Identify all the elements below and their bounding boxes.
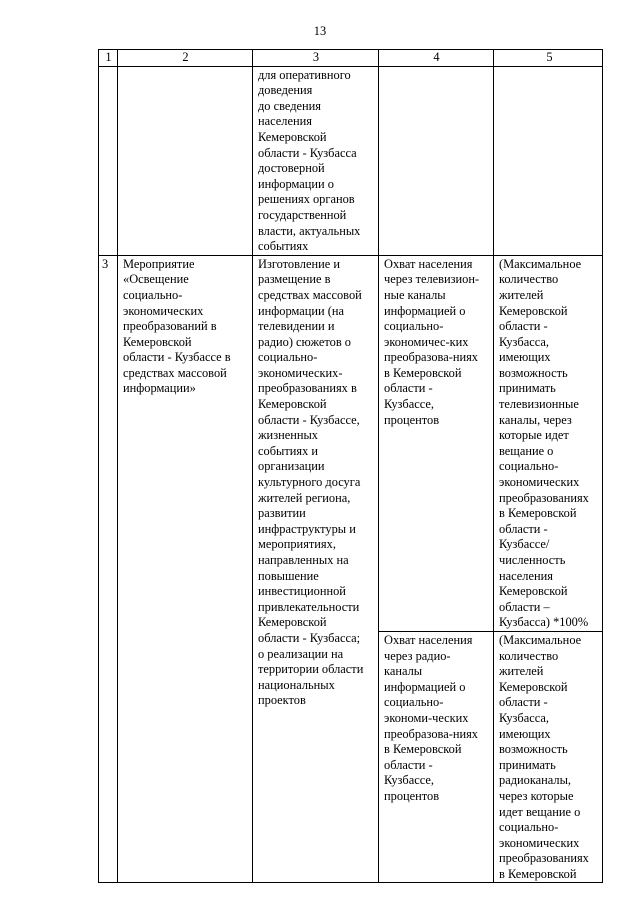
text-line: Мероприятие xyxy=(123,256,195,271)
continuation-row xyxy=(99,66,603,255)
text-line: социально- xyxy=(499,820,559,835)
text-line: социально- xyxy=(384,695,444,710)
text-line: экономичес-ких xyxy=(384,334,469,349)
text-line: Кемеровской xyxy=(499,303,568,318)
header-col-3: 3 xyxy=(253,50,379,67)
text-line: области - Кузбассе в xyxy=(123,350,231,365)
text-line: социально- xyxy=(258,350,318,365)
text-line: достоверной xyxy=(258,161,325,176)
row-3-radio-indicator xyxy=(379,631,494,883)
text-line: в Кемеровской xyxy=(384,742,462,757)
text-line: каналы, через xyxy=(499,412,572,427)
text-line: области - xyxy=(384,757,433,772)
text-line: в Кемеровской xyxy=(499,866,577,881)
text-line: экономических xyxy=(499,835,580,850)
text-line: области - Кузбасса; xyxy=(258,630,361,645)
text-line: доведения xyxy=(258,83,313,98)
row-3-tv-formula-text xyxy=(499,257,600,631)
text-line: преобразованиях xyxy=(499,851,589,866)
text-line: направленных на xyxy=(258,553,349,567)
text-line: преобразова-ниях xyxy=(384,726,479,741)
text-line: информации о xyxy=(258,176,334,191)
text-line: решениях органов xyxy=(258,192,355,207)
cont-col-3 xyxy=(253,66,379,255)
text-line: Кузбассе, xyxy=(384,397,434,412)
text-line: населения xyxy=(499,568,553,583)
text-line: жителей региона, xyxy=(258,490,351,505)
text-line: жителей xyxy=(499,664,544,679)
text-line: возможность xyxy=(499,365,568,380)
text-line: мероприятиях, xyxy=(258,537,336,552)
cont-col-3-text xyxy=(258,68,374,255)
text-line: телевидении и xyxy=(258,319,335,334)
text-line: проектов xyxy=(258,693,306,708)
text-line: информации (на xyxy=(258,303,344,318)
text-line: развитии xyxy=(258,506,306,521)
text-line: Кемеровской xyxy=(258,615,327,630)
text-line: Кемеровской xyxy=(258,397,327,412)
text-line: радио) сюжетов о xyxy=(258,334,351,349)
text-line: Кузбасса, xyxy=(499,710,549,725)
text-line: количество xyxy=(499,648,559,663)
text-line: имеющих xyxy=(499,350,551,365)
text-line: событиях и xyxy=(258,443,318,458)
text-line: культурного досуга xyxy=(258,475,361,490)
text-line: Охват населения xyxy=(384,256,473,271)
text-line: через которые xyxy=(499,788,574,803)
text-line: идет вещание о xyxy=(499,804,581,819)
text-line: социально- xyxy=(384,319,444,334)
text-line: процентов xyxy=(384,788,440,803)
text-line: Кемеровской xyxy=(499,679,568,694)
text-line: Кемеровской xyxy=(123,334,192,349)
text-line: жителей xyxy=(499,287,544,302)
text-line: области – xyxy=(499,599,550,614)
text-line: привлекательности xyxy=(258,599,360,614)
text-line: размещение в xyxy=(258,272,331,287)
text-line: Кузбасса, xyxy=(499,334,549,349)
text-line: государственной xyxy=(258,207,347,222)
row-3-radio-indicator-text xyxy=(384,633,489,805)
text-line: имеющих xyxy=(499,726,551,741)
text-line: экономи-ческих xyxy=(384,710,469,725)
text-line: информацией о xyxy=(384,679,466,694)
header-col-2: 2 xyxy=(118,50,253,67)
text-line: ные каналы xyxy=(384,287,446,302)
text-line: количество xyxy=(499,272,559,287)
text-line: преобразова-ниях xyxy=(384,350,479,365)
text-line: инвестиционной xyxy=(258,584,346,599)
row-3-description xyxy=(253,255,379,883)
header-col-1: 1 xyxy=(99,50,118,67)
row-3-tv-indicator xyxy=(379,255,494,631)
text-line: средствах массовой xyxy=(258,287,362,302)
text-line: в Кемеровской xyxy=(384,365,462,380)
text-line: экономических xyxy=(123,303,204,318)
text-line: через радио- xyxy=(384,648,451,663)
text-line: до сведения xyxy=(258,98,321,113)
text-line: процентов xyxy=(384,412,440,427)
text-line: Кемеровской xyxy=(499,584,568,599)
row-3-radio-formula-text xyxy=(499,633,600,883)
text-line: телевизионные xyxy=(499,397,579,412)
row-3-tv-formula xyxy=(494,255,603,631)
text-line: территории области xyxy=(258,662,364,677)
text-line: (Максимальное xyxy=(499,256,582,271)
text-line: средствах массовой xyxy=(123,365,227,380)
header-col-4: 4 xyxy=(379,50,494,67)
text-line: (Максимальное xyxy=(499,632,582,647)
row-3-tv xyxy=(99,255,603,631)
text-line: экономических xyxy=(499,475,580,490)
row-3-event-title-text xyxy=(123,257,248,397)
measures-table xyxy=(98,49,603,883)
text-line: для оперативного xyxy=(258,67,351,82)
text-line: о реализации на xyxy=(258,646,344,661)
table-header-row xyxy=(99,50,603,67)
cont-col-1 xyxy=(99,66,118,255)
text-line: преобразований в xyxy=(123,319,217,334)
text-line: области - Кузбассе, xyxy=(258,412,360,427)
row-3-event-title xyxy=(118,255,253,883)
text-line: населения xyxy=(258,114,312,129)
text-line: в Кемеровской xyxy=(499,506,577,521)
text-line: через телевизион- xyxy=(384,272,480,287)
text-line: области - xyxy=(499,319,548,334)
row-3-radio-formula xyxy=(494,631,603,883)
text-line: повышение xyxy=(258,568,319,583)
cont-col-2 xyxy=(118,66,253,255)
text-line: области - Кузбасса xyxy=(258,145,357,160)
row-3-number: 3 xyxy=(99,255,118,883)
page-number: 13 xyxy=(313,24,327,38)
text-line: экономических- xyxy=(258,365,343,380)
text-line: преобразованиях в xyxy=(258,381,357,396)
text-line: преобразованиях xyxy=(499,490,589,505)
text-line: Кузбассе, xyxy=(384,773,434,788)
text-line: Кузбассе/ xyxy=(499,537,550,552)
text-line: «Освещение xyxy=(123,272,189,287)
text-line: Охват населения xyxy=(384,632,473,647)
header-col-5: 5 xyxy=(494,50,603,67)
text-line: области - xyxy=(499,521,548,536)
text-line: информацией о xyxy=(384,303,466,318)
text-line: социально- xyxy=(123,287,183,302)
text-line: вещание о xyxy=(499,443,554,458)
text-line: информации» xyxy=(123,381,196,396)
text-line: которые идет xyxy=(499,428,569,443)
text-line: власти, актуальных xyxy=(258,223,361,238)
row-3-tv-indicator-text xyxy=(384,257,489,429)
text-line: области - xyxy=(499,695,548,710)
text-line: Изготовление и xyxy=(258,256,340,271)
text-line: принимать xyxy=(499,381,556,396)
text-line: возможность xyxy=(499,742,568,757)
text-line: каналы xyxy=(384,664,423,679)
cont-col-5 xyxy=(494,66,603,255)
text-line: принимать xyxy=(499,757,556,772)
text-line: численность xyxy=(499,553,566,567)
text-line: Кузбасса) *100% xyxy=(499,615,589,630)
row-3-description-text xyxy=(258,257,374,709)
text-line: инфраструктуры и xyxy=(258,521,356,536)
text-line: социально- xyxy=(499,459,559,474)
text-line: радиоканалы, xyxy=(499,773,572,788)
text-line: жизненных xyxy=(258,428,318,443)
text-line: национальных xyxy=(258,677,335,692)
text-line: области - xyxy=(384,381,433,396)
text-line: событиях xyxy=(258,239,309,254)
cont-col-4 xyxy=(379,66,494,255)
text-line: Кемеровской xyxy=(258,129,327,144)
text-line: организации xyxy=(258,459,325,474)
